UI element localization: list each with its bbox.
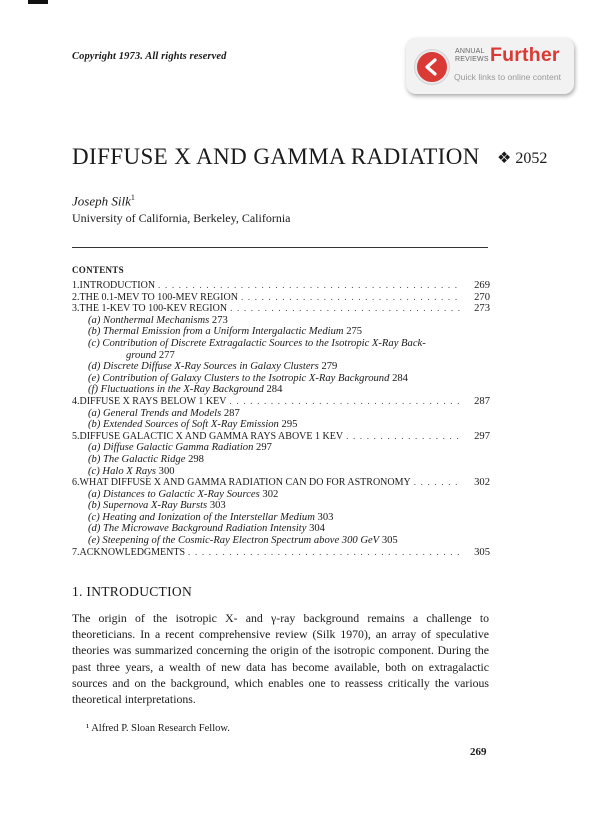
author-affiliation: University of California, Berkeley, California: [72, 211, 291, 225]
annual-reviews-wordmark: ANNUAL REVIEWS: [455, 48, 489, 63]
toc-subentry-title: Diffuse Galactic Gamma Radiation: [103, 442, 254, 454]
toc-subentry-letter: (d): [88, 361, 101, 373]
toc-entry-number: 2.: [72, 291, 80, 303]
contents-heading: CONTENTS: [72, 265, 124, 275]
further-badge[interactable]: [406, 38, 574, 94]
toc-subentry-letter: (f): [88, 384, 98, 396]
toc-subentry-page: 303: [317, 511, 334, 523]
toc-subentry-page: 275: [346, 326, 363, 338]
toc-subentry-letter: (c): [88, 337, 100, 349]
toc-leader: [241, 292, 461, 304]
toc-entry-number: 1.: [72, 280, 80, 291]
toc-subentry-title: The Galactic Ridge: [103, 453, 186, 465]
toc-subentry-page: 284: [392, 372, 408, 384]
toc-subentry: [72, 523, 490, 535]
toc-subentry-letter: (a): [88, 488, 101, 500]
toc-leader: [346, 431, 461, 443]
toc-page-number: 305: [474, 546, 490, 558]
toc-subentry-title: Heating and Ionization of the Interstellar Medium: [102, 511, 315, 523]
toc-subentry: [72, 384, 490, 396]
toc-subentry-continuation: [72, 350, 490, 362]
toc-leader: [414, 477, 461, 489]
toc-subentry-page: 298: [188, 453, 204, 465]
toc-subentry: [72, 361, 490, 373]
toc-subentry-page: 287: [223, 407, 240, 419]
toc-subentry-title: Discrete Diffuse X-Ray Sources in Galaxy Clusters: [103, 361, 319, 373]
toc-entry: [72, 280, 490, 292]
toc-subentry-title: Supernova X-Ray Bursts: [103, 500, 208, 512]
section-heading: 1. INTRODUCTION: [72, 584, 192, 599]
toc-subentry-title: The Microwave Background Radiation Intensity: [103, 523, 307, 535]
toc-entry-title: DIFFUSE X RAYS BELOW 1 KEV: [79, 395, 227, 407]
toc-subentry-title: Contribution of Galaxy Clusters to the Isotropic X-Ray Background: [102, 372, 390, 384]
toc-subentry-page: 277: [158, 349, 175, 361]
toc-subentry-page: 295: [281, 419, 298, 431]
toc-leader: [158, 280, 461, 292]
toc-leader: [230, 303, 461, 315]
toc-entry: [72, 431, 490, 443]
toc-subentry-letter: (d): [88, 523, 101, 535]
toc-page-number: 273: [474, 303, 490, 315]
toc-subentry: [72, 408, 490, 420]
toc-subentry: [72, 338, 490, 350]
footnote: ¹ Alfred P. Sloan Research Fellow.: [86, 723, 230, 734]
toc-entry-number: 4.: [72, 395, 80, 407]
toc-subentry: [72, 442, 490, 454]
toc-leader: [229, 396, 461, 408]
toc-subentry-page: 300: [158, 465, 175, 477]
toc-entry: [72, 477, 490, 489]
toc-subentry-page: 297: [256, 442, 272, 454]
toc-leader: [188, 547, 461, 559]
toc-subentry-title: Halo X Rays: [102, 465, 156, 477]
toc-subentry-letter: (c): [88, 511, 100, 523]
toc-subentry: [72, 535, 490, 547]
toc-entry-title: DIFFUSE GALACTIC X AND GAMMA RAYS ABOVE 1 KEV: [79, 430, 344, 442]
toc-subentry-letter: (e): [88, 535, 100, 547]
toc-subentry-page: 305: [381, 535, 398, 547]
toc-entry: [72, 303, 490, 315]
toc-subentry-title: Steepening of the Cosmic-Ray Electron Spectrum above 300 GeV: [102, 535, 380, 547]
toc-subentry: [72, 326, 490, 338]
toc-subentry: [72, 373, 490, 385]
toc-entry: [72, 396, 490, 408]
toc-subentry-title: Thermal Emission from a Uniform Intergalactic Medium: [103, 326, 344, 338]
toc-subentry: [72, 466, 490, 478]
toc-subentry-page: 273: [211, 314, 228, 326]
toc-subentry-title: Contribution of Discrete Extragalactic Sources to the Isotropic X-Ray Back-: [102, 337, 426, 349]
copyright-notice: Copyright 1973. All rights reserved: [72, 51, 227, 62]
toc-entry-number: 6.: [72, 477, 80, 489]
toc-subentry-letter: (b): [88, 453, 101, 465]
author-footnote-marker: 1: [130, 193, 135, 202]
toc-subentry-page: 279: [321, 361, 338, 373]
toc-entry-title: INTRODUCTION: [79, 280, 156, 291]
toc-subentry-page: 302: [262, 488, 279, 500]
toc-entry-number: 5.: [72, 430, 80, 442]
toc-entry-number: 3.: [72, 303, 80, 315]
toc-subentry-letter: (a): [88, 314, 101, 326]
toc-subentry-letter: (e): [88, 372, 100, 384]
toc-entry: [72, 292, 490, 304]
toc-page-number: 297: [474, 430, 490, 442]
toc-subentry: [72, 419, 490, 431]
toc-page-number: 269: [474, 280, 490, 291]
toc-subentry: [72, 315, 490, 327]
toc-subentry-letter: (b): [88, 419, 101, 431]
toc-entry-number: 7.: [72, 546, 80, 558]
article-title: DIFFUSE X AND GAMMA RADIATION: [72, 144, 480, 169]
toc-subentry-title: Fluctuations in the X-Ray Background: [100, 384, 264, 396]
toc-subentry-page: 284: [266, 384, 283, 396]
toc-entry-title: THE 1-KEV TO 100-KEV REGION: [79, 303, 228, 315]
toc-subentry-letter: (b): [88, 500, 101, 512]
toc-page-number: 302: [474, 477, 490, 489]
further-word: Further: [490, 44, 560, 66]
toc-subentry: [72, 500, 490, 512]
toc-entry-title: THE 0.1-MEV TO 100-MEV REGION: [79, 291, 238, 303]
toc-subentry-letter: (a): [88, 442, 101, 454]
toc-subentry-page: 304: [309, 523, 325, 535]
toc-subentry-title: Nonthermal Mechanisms: [103, 314, 210, 326]
toc-subentry-title: Distances to Galactic X-Ray Sources: [103, 488, 260, 500]
arrow-left-icon: [415, 50, 449, 84]
toc-subentry-letter: (a): [88, 407, 101, 419]
article-code: ❖ 2052: [497, 150, 548, 167]
toc-subentry-page: 303: [209, 500, 226, 512]
page-number: 269: [470, 746, 487, 758]
toc-subentry-title: General Trends and Models: [103, 407, 222, 419]
top-edge-mark: [28, 0, 48, 4]
toc-subentry: [72, 454, 490, 466]
toc-entry-title: ACKNOWLEDGMENTS: [79, 546, 186, 558]
author-name: Joseph Silk$^1$: [72, 193, 135, 209]
header-divider: [72, 247, 488, 248]
toc-subentry-title: ground: [126, 349, 157, 361]
toc-subentry-title: Extended Sources of Soft X-Ray Emission: [103, 419, 279, 431]
toc-subentry-letter: (c): [88, 465, 100, 477]
intro-paragraph: The origin of the isotropic X- and γ-ray background remains a challenge to theoreticians. In a recent comprehensive review (Silk 1970), an array of speculative theories was summarized concerning the origin of the isotropic component. During the past three years, a wealth of new data has become available, both on extragalactic sources and on the background, which enables one to reassess critically the various theoretical interpretations.: [72, 611, 489, 707]
table-of-contents: [72, 280, 490, 558]
toc-subentry-letter: (b): [88, 326, 101, 338]
toc-page-number: 270: [474, 291, 490, 303]
toc-subentry: [72, 512, 490, 524]
toc-entry-title: WHAT DIFFUSE X AND GAMMA RADIATION CAN DO FOR ASTRONOMY: [79, 477, 411, 489]
toc-entry: [72, 547, 490, 559]
toc-page-number: 287: [474, 395, 490, 407]
further-tagline: Quick links to online content: [454, 72, 562, 82]
toc-subentry: [72, 489, 490, 501]
